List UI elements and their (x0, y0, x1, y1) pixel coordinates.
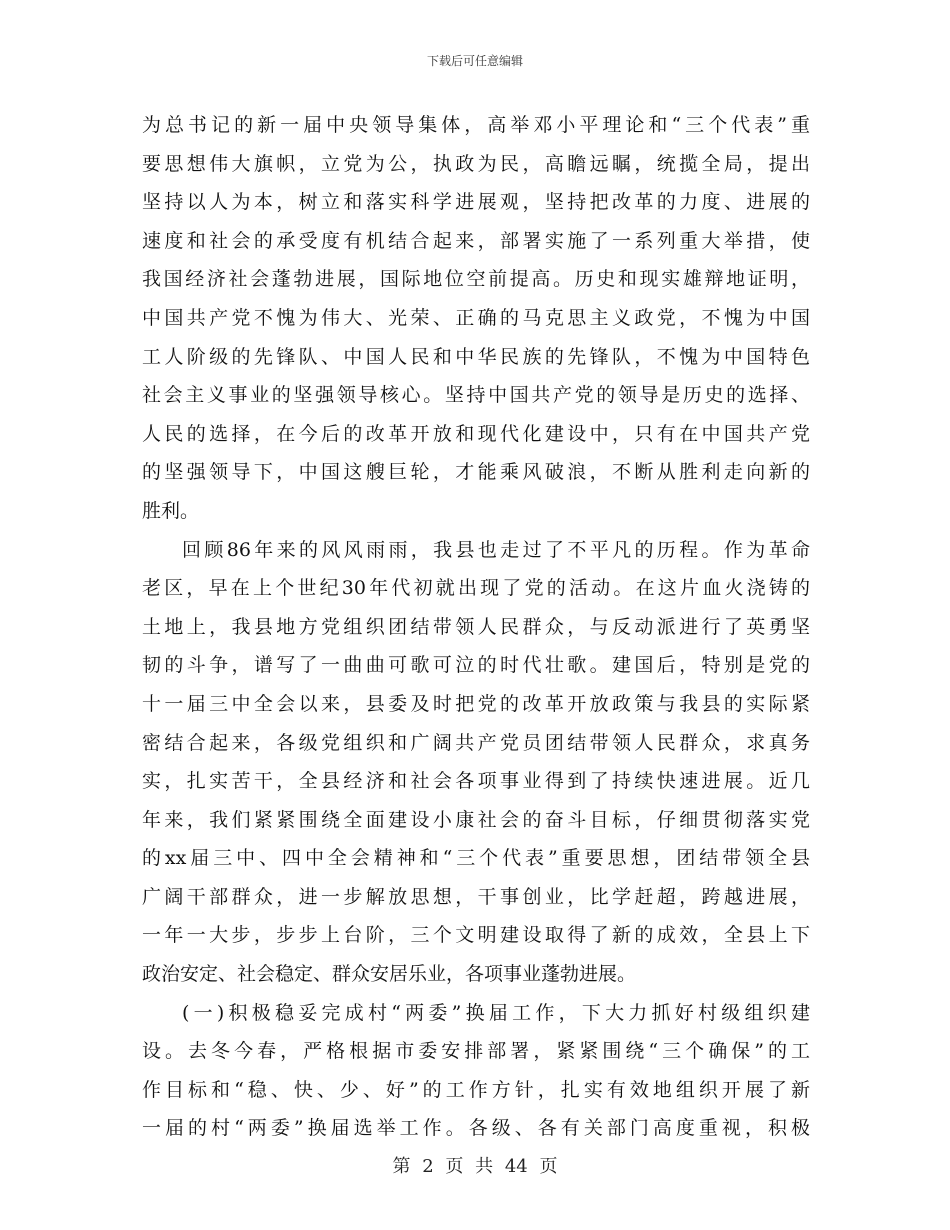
text-line: 人民的选择，在今后的改革开放和现代化建设中，只有在中国共产党 (142, 422, 810, 445)
text-line: 年来，我们紧紧围绕全面建设小康社会的奋斗目标，仔细贯彻落实党 (142, 808, 810, 831)
text-line: 政治安定、社会稳定、群众安居乐业，各项事业蓬勃进展。 (142, 963, 637, 986)
text-line: 中国共产党不愧为伟大、光荣、正确的马克思主义政党，不愧为中国 (142, 306, 810, 329)
text-line: 的xx届三中、四中全会精神和“三个代表”重要思想，团结带领全县 (142, 847, 810, 870)
paragraph-first-line: (一)积极稳妥完成村“两委”换届工作，下大力抓好村级组织建 (182, 1001, 810, 1024)
text-line: 工人阶级的先锋队、中国人民和中华民族的先锋队，不愧为中国特色 (142, 345, 810, 368)
text-line: 韧的斗争，谱写了一曲曲可歌可泣的时代壮歌。建国后，特别是党的 (142, 654, 810, 677)
text-line: 要思想伟大旗帜，立党为公，执政为民，高瞻远瞩，统揽全局，提出 (142, 152, 810, 175)
page-header: 下载后可任意编辑 (426, 54, 523, 68)
text-line: 的坚强领导下，中国这艘巨轮，才能乘风破浪，不断从胜利走向新的 (142, 461, 810, 484)
text-line: 坚持以人为本，树立和落实科学进展观，坚持把改革的力度、进展的 (142, 191, 810, 214)
text-line: 十一届三中全会以来，县委及时把党的改革开放政策与我县的实际紧 (142, 692, 810, 715)
text-line: 一届的村“两委”换届选举工作。各级、各有关部门高度重视，积极 (142, 1117, 810, 1140)
text-line: 社会主义事业的坚强领导核心。坚持中国共产党的领导是历史的选择、 (142, 384, 810, 407)
paragraph-first-line: 回顾86年来的风风雨雨，我县也走过了不平凡的历程。作为革命 (182, 538, 810, 561)
text-line: 广阔干部群众，进一步解放思想，干事创业，比学赶超，跨越进展， (142, 885, 810, 908)
text-line: 作目标和“稳、快、少、好”的工作方针，扎实有效地组织开展了新 (142, 1078, 810, 1101)
text-line: 老区，早在上个世纪30年代初就出现了党的活动。在这片血火浇铸的 (142, 577, 810, 600)
text-line: 一年一大步，步步上台阶，三个文明建设取得了新的成效，全县上下 (142, 924, 810, 947)
text-line: 为总书记的新一届中央领导集体，高举邓小平理论和“三个代表”重 (142, 114, 810, 136)
text-line: 设。去冬今春，严格根据市委安排部署，紧紧围绕“三个确保”的工 (142, 1040, 810, 1063)
text-line: 密结合起来，各级党组织和广阔共产党员团结带领人民群众，求真务 (142, 731, 810, 754)
text-line: 实，扎实苦干，全县经济和社会各项事业得到了持续快速进展。近几 (142, 770, 810, 793)
text-line: 胜利。 (142, 499, 200, 522)
page-number-footer: 第 2 页 共 44 页 (392, 1156, 558, 1177)
text-line: 我国经济社会蓬勃进展，国际地位空前提高。历史和现实雄辩地证明， (142, 268, 810, 291)
document-body (142, 106, 810, 1148)
text-line: 土地上，我县地方党组织团结带领人民群众，与反动派进行了英勇坚 (142, 615, 810, 638)
text-line: 速度和社会的承受度有机结合起来，部署实施了一系列重大举措，使 (142, 229, 810, 252)
